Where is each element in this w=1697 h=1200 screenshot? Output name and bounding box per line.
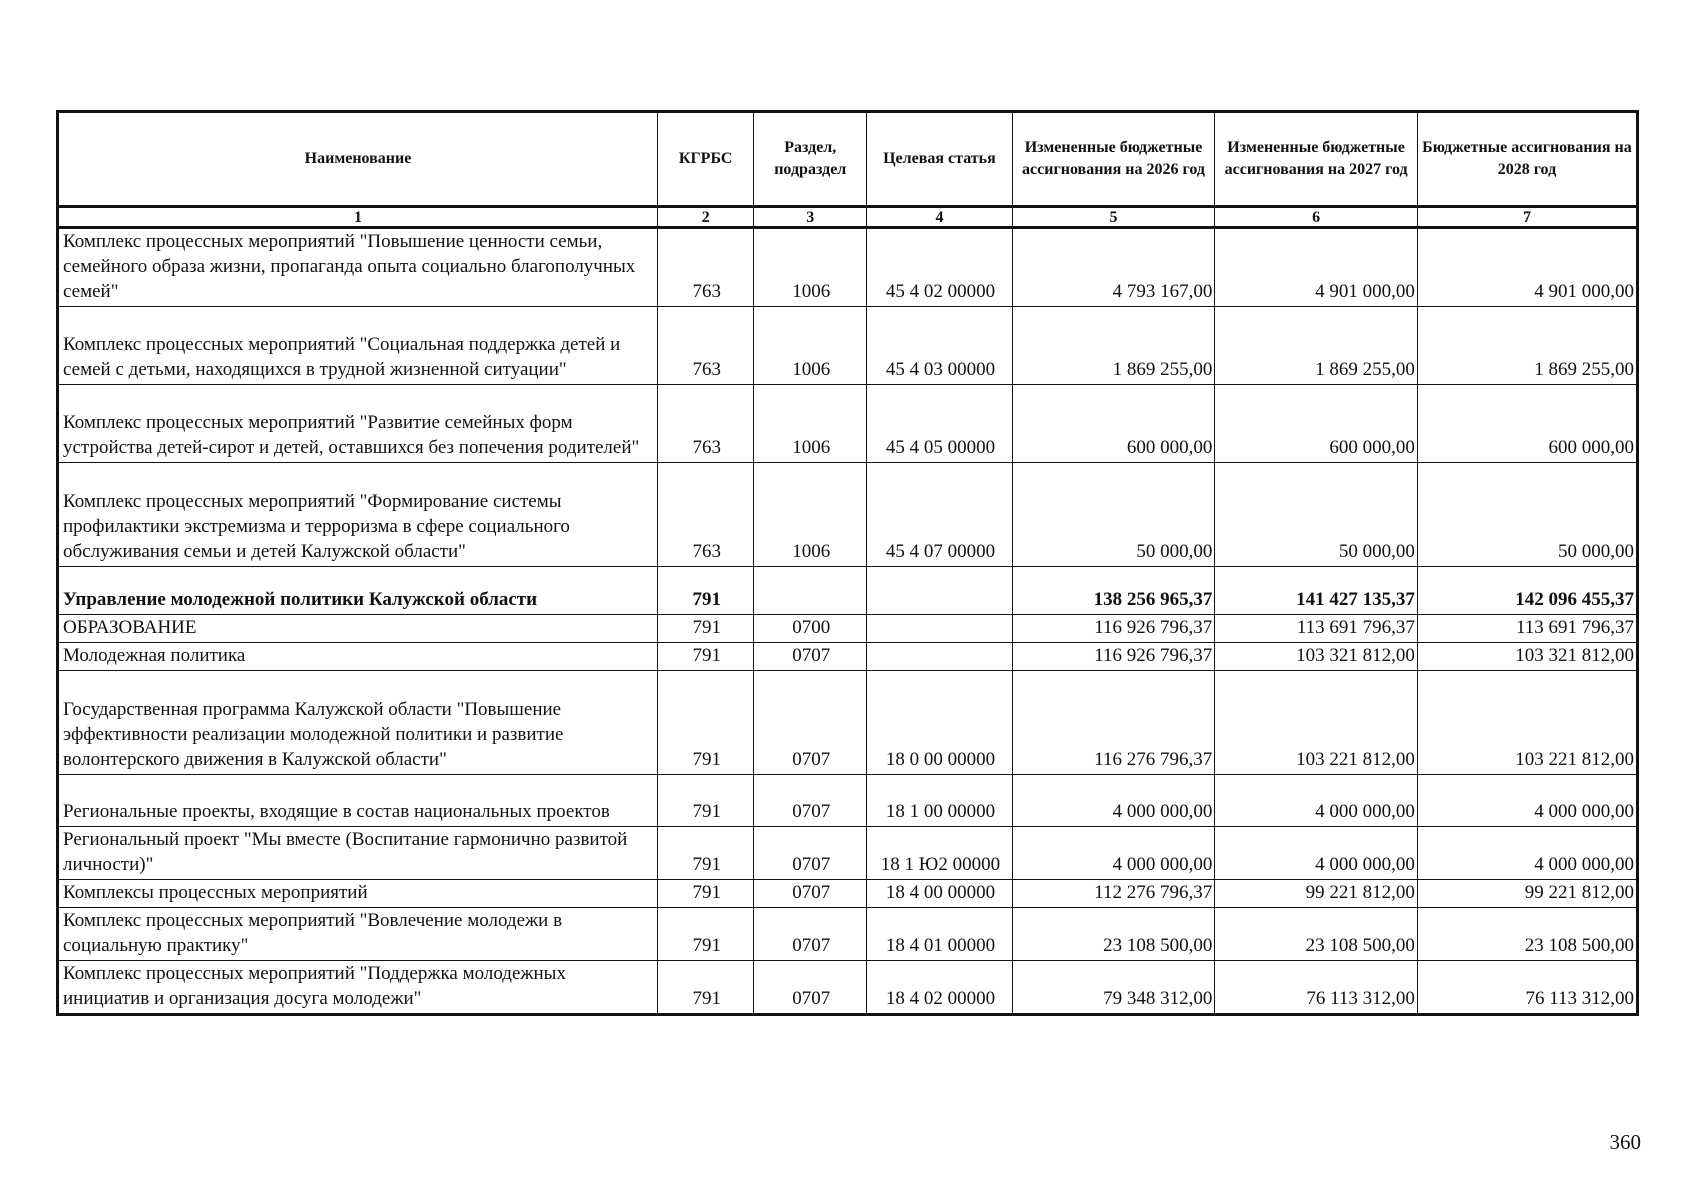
row-target-article — [867, 567, 1013, 615]
row-amount-2026: 600 000,00 — [1012, 385, 1215, 463]
row-kgrbs: 791 — [658, 880, 754, 908]
row-amount-2028: 50 000,00 — [1417, 463, 1637, 567]
row-name: Комплекс процессных мероприятий "Формирование системы профилактики экстремизма и терроризма в сфере социального обслуживания семьи и детей Калужской области" — [58, 463, 658, 567]
row-amount-2026: 50 000,00 — [1012, 463, 1215, 567]
header-kgrbs: КГРБС — [658, 112, 754, 207]
row-name: Комплекс процессных мероприятий "Вовлечение молодежи в социальную практику" — [58, 908, 658, 961]
row-name: Комплекс процессных мероприятий "Развитие семейных форм устройства детей-сирот и детей, оставшихся без попечения родителей" — [58, 385, 658, 463]
row-name: Комплекс процессных мероприятий "Повышение ценности семьи, семейного образа жизни, пропаганда опыта социально благополучных семей" — [58, 228, 658, 307]
row-name: Комплексы процессных мероприятий — [58, 880, 658, 908]
row-amount-2027: 76 113 312,00 — [1215, 961, 1418, 1015]
row-amount-2028: 4 000 000,00 — [1417, 775, 1637, 827]
row-target-article — [867, 615, 1013, 643]
row-amount-2026: 79 348 312,00 — [1012, 961, 1215, 1015]
column-number: 4 — [867, 207, 1013, 228]
budget-table — [56, 110, 1639, 1016]
row-amount-2027: 141 427 135,37 — [1215, 567, 1418, 615]
table-row — [58, 228, 1638, 307]
row-name: Региональный проект "Мы вместе (Воспитание гармонично развитой личности)" — [58, 827, 658, 880]
row-amount-2028: 1 869 255,00 — [1417, 307, 1637, 385]
column-number: 5 — [1012, 207, 1215, 228]
row-kgrbs: 763 — [658, 228, 754, 307]
row-kgrbs: 791 — [658, 643, 754, 671]
row-amount-2027: 4 000 000,00 — [1215, 775, 1418, 827]
table-row — [58, 643, 1638, 671]
row-amount-2027: 103 321 812,00 — [1215, 643, 1418, 671]
column-number: 3 — [754, 207, 867, 228]
table-row — [58, 615, 1638, 643]
row-target-article: 45 4 05 00000 — [867, 385, 1013, 463]
column-number-row — [58, 207, 1638, 228]
row-name: Комплекс процессных мероприятий "Социальная поддержка детей и семей с детьми, находящихся в трудной жизненной ситуации" — [58, 307, 658, 385]
row-section — [754, 567, 867, 615]
row-kgrbs: 763 — [658, 385, 754, 463]
row-kgrbs: 791 — [658, 827, 754, 880]
row-section: 1006 — [754, 228, 867, 307]
row-amount-2028: 600 000,00 — [1417, 385, 1637, 463]
row-amount-2026: 116 276 796,37 — [1012, 671, 1215, 775]
row-amount-2026: 116 926 796,37 — [1012, 615, 1215, 643]
table-row — [58, 880, 1638, 908]
row-amount-2027: 4 901 000,00 — [1215, 228, 1418, 307]
row-amount-2028: 103 321 812,00 — [1417, 643, 1637, 671]
column-number: 7 — [1417, 207, 1637, 228]
header-row — [58, 112, 1638, 207]
row-amount-2027: 23 108 500,00 — [1215, 908, 1418, 961]
row-section: 0707 — [754, 961, 867, 1015]
column-number: 1 — [58, 207, 658, 228]
row-section: 1006 — [754, 385, 867, 463]
row-kgrbs: 763 — [658, 307, 754, 385]
row-target-article: 45 4 02 00000 — [867, 228, 1013, 307]
header-section: Раздел, подраздел — [754, 112, 867, 207]
table-row — [58, 307, 1638, 385]
row-target-article — [867, 643, 1013, 671]
row-amount-2027: 50 000,00 — [1215, 463, 1418, 567]
row-section: 0707 — [754, 643, 867, 671]
row-amount-2028: 23 108 500,00 — [1417, 908, 1637, 961]
row-section: 0707 — [754, 671, 867, 775]
row-amount-2027: 103 221 812,00 — [1215, 671, 1418, 775]
row-name: Комплекс процессных мероприятий "Поддержка молодежных инициатив и организация досуга молодежи" — [58, 961, 658, 1015]
row-amount-2028: 103 221 812,00 — [1417, 671, 1637, 775]
row-target-article: 45 4 07 00000 — [867, 463, 1013, 567]
row-amount-2028: 76 113 312,00 — [1417, 961, 1637, 1015]
header-name: Наименование — [58, 112, 658, 207]
row-section: 0707 — [754, 827, 867, 880]
row-section: 0700 — [754, 615, 867, 643]
table-row — [58, 961, 1638, 1015]
table-row — [58, 567, 1638, 615]
table-row — [58, 775, 1638, 827]
row-name: Управление молодежной политики Калужской области — [58, 567, 658, 615]
row-section: 1006 — [754, 307, 867, 385]
page-number: 360 — [1609, 1130, 1641, 1154]
row-target-article: 18 4 01 00000 — [867, 908, 1013, 961]
row-amount-2026: 138 256 965,37 — [1012, 567, 1215, 615]
row-name: Региональные проекты, входящие в состав национальных проектов — [58, 775, 658, 827]
row-kgrbs: 763 — [658, 463, 754, 567]
row-kgrbs: 791 — [658, 961, 754, 1015]
row-amount-2028: 4 901 000,00 — [1417, 228, 1637, 307]
row-section: 0707 — [754, 775, 867, 827]
row-target-article: 18 4 02 00000 — [867, 961, 1013, 1015]
row-amount-2027: 99 221 812,00 — [1215, 880, 1418, 908]
row-amount-2026: 4 000 000,00 — [1012, 827, 1215, 880]
row-name: Молодежная политика — [58, 643, 658, 671]
row-amount-2027: 600 000,00 — [1215, 385, 1418, 463]
row-kgrbs: 791 — [658, 615, 754, 643]
header-2027: Измененные бюджетные ассигнования на 2027 год — [1215, 112, 1418, 207]
column-number: 2 — [658, 207, 754, 228]
row-section: 0707 — [754, 908, 867, 961]
row-amount-2028: 99 221 812,00 — [1417, 880, 1637, 908]
row-target-article: 18 1 00 00000 — [867, 775, 1013, 827]
header-2026: Измененные бюджетные ассигнования на 2026 год — [1012, 112, 1215, 207]
table-row — [58, 908, 1638, 961]
row-target-article: 45 4 03 00000 — [867, 307, 1013, 385]
row-amount-2026: 4 000 000,00 — [1012, 775, 1215, 827]
row-target-article: 18 1 Ю2 00000 — [867, 827, 1013, 880]
row-name: ОБРАЗОВАНИЕ — [58, 615, 658, 643]
table-row — [58, 827, 1638, 880]
row-kgrbs: 791 — [658, 671, 754, 775]
row-section: 1006 — [754, 463, 867, 567]
header-target-article: Целевая статья — [867, 112, 1013, 207]
row-name: Государственная программа Калужской области "Повышение эффективности реализации молодежной политики и развитие волонтерского движения в Калужской области" — [58, 671, 658, 775]
header-2028: Бюджетные ассигнования на 2028 год — [1417, 112, 1637, 207]
row-target-article: 18 4 00 00000 — [867, 880, 1013, 908]
row-amount-2026: 4 793 167,00 — [1012, 228, 1215, 307]
table-row — [58, 385, 1638, 463]
table-row — [58, 671, 1638, 775]
row-amount-2026: 23 108 500,00 — [1012, 908, 1215, 961]
table-row — [58, 463, 1638, 567]
row-amount-2028: 113 691 796,37 — [1417, 615, 1637, 643]
row-amount-2026: 116 926 796,37 — [1012, 643, 1215, 671]
row-kgrbs: 791 — [658, 775, 754, 827]
column-number: 6 — [1215, 207, 1418, 228]
row-target-article: 18 0 00 00000 — [867, 671, 1013, 775]
row-amount-2027: 1 869 255,00 — [1215, 307, 1418, 385]
row-kgrbs: 791 — [658, 908, 754, 961]
row-amount-2028: 4 000 000,00 — [1417, 827, 1637, 880]
row-amount-2028: 142 096 455,37 — [1417, 567, 1637, 615]
row-amount-2026: 112 276 796,37 — [1012, 880, 1215, 908]
row-kgrbs: 791 — [658, 567, 754, 615]
row-amount-2027: 113 691 796,37 — [1215, 615, 1418, 643]
row-section: 0707 — [754, 880, 867, 908]
row-amount-2026: 1 869 255,00 — [1012, 307, 1215, 385]
row-amount-2027: 4 000 000,00 — [1215, 827, 1418, 880]
